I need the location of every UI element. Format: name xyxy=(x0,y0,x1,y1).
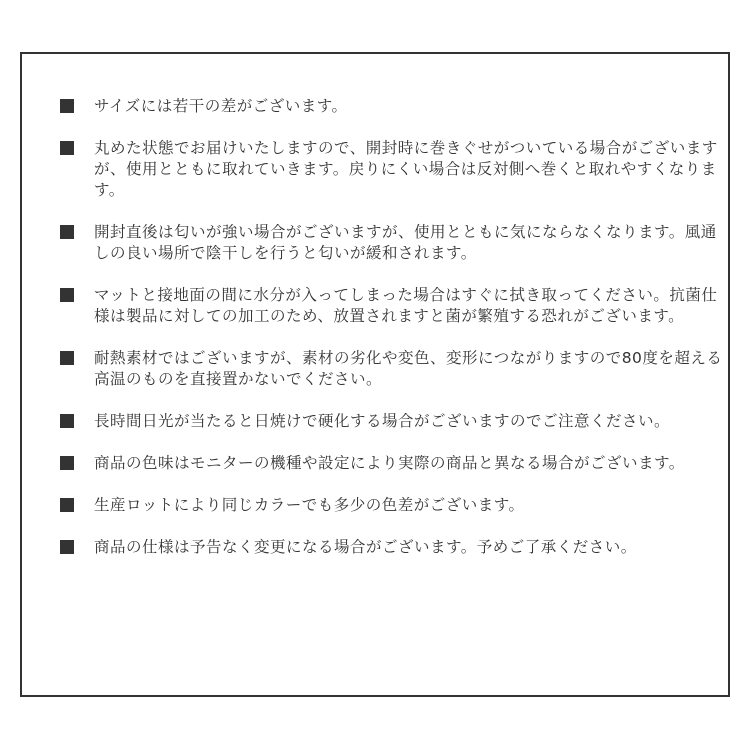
notice-text: 丸めた状態でお届けいたしますので、開封時に巻きぐせがついている場合がございますが、使用とともに取れていきます。戻りにくい場合は反対側へ巻くと取れやすくなります。 xyxy=(94,139,718,199)
notice-item xyxy=(60,222,726,264)
notice-text: 生産ロットにより同じカラーでも多少の色差がございます。 xyxy=(94,496,525,514)
notice-list xyxy=(60,96,726,579)
notice-text: 商品の色味はモニターの機種や設定により実際の商品と異なる場合がございます。 xyxy=(94,454,685,472)
notice-item xyxy=(60,138,726,201)
notice-text: 長時間日光が当たると日焼けで硬化する場合がございますのでご注意ください。 xyxy=(94,412,671,430)
square-bullet-icon xyxy=(60,540,74,554)
notice-item xyxy=(60,453,726,474)
notice-item xyxy=(60,348,726,390)
notice-text: 開封直後は匂いが強い場合がございますが、使用とともに気にならなくなります。風通しの良い場所で陰干しを行うと匂いが緩和されます。 xyxy=(94,223,717,262)
square-bullet-icon xyxy=(60,498,74,512)
notice-text: 商品の仕様は予告なく変更になる場合がございます。予めご了承ください。 xyxy=(94,538,637,556)
notice-item xyxy=(60,495,726,516)
square-bullet-icon xyxy=(60,141,74,155)
notice-box xyxy=(20,52,730,697)
square-bullet-icon xyxy=(60,225,74,239)
square-bullet-icon xyxy=(60,288,74,302)
notice-text: マットと接地面の間に水分が入ってしまった場合はすぐに拭き取ってください。抗菌仕様は製品に対しての加工のため、放置されますと菌が繁殖する恐れがございます。 xyxy=(94,286,718,325)
notice-text: 耐熱素材ではございますが、素材の劣化や変色、変形につながりますので80度を超える高温のものを直接置かないでください。 xyxy=(94,349,723,388)
square-bullet-icon xyxy=(60,414,74,428)
notice-item xyxy=(60,285,726,327)
notice-text: サイズには若干の差がございます。 xyxy=(94,97,348,115)
square-bullet-icon xyxy=(60,456,74,470)
square-bullet-icon xyxy=(60,99,74,113)
notice-item xyxy=(60,411,726,432)
notice-item xyxy=(60,537,726,558)
square-bullet-icon xyxy=(60,351,74,365)
notice-item xyxy=(60,96,726,117)
